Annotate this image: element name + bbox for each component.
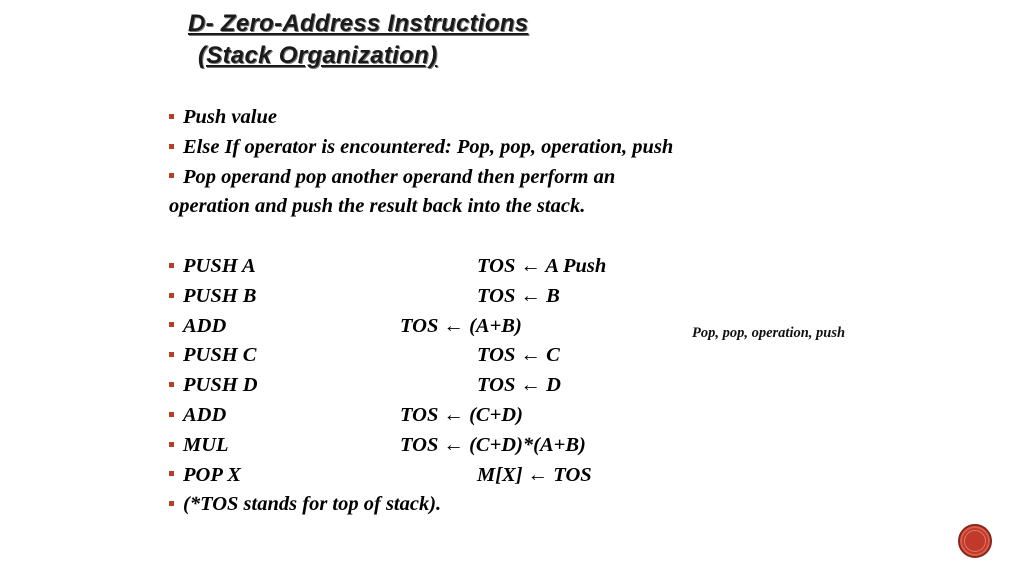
bullet-continuation: [169, 192, 869, 222]
instruction-row: [169, 341, 869, 371]
instruction-row: [169, 401, 869, 431]
instruction-command: ADD: [183, 314, 227, 337]
instruction-row: [169, 461, 869, 491]
title-line-2: (Stack Organization): [198, 42, 438, 69]
bullet-text: Pop operand pop another operand then perform an: [183, 165, 616, 188]
slide-body: [169, 103, 869, 520]
bullet-icon: [169, 382, 174, 387]
instruction-operation: TOS ← (C+D)*(A+B): [400, 433, 586, 456]
instruction-operation: TOS ← A Push: [477, 254, 607, 277]
bullet-icon: [169, 352, 174, 357]
bullet-icon: [169, 114, 174, 119]
instruction-command: PUSH D: [183, 374, 258, 397]
title-line-1: D- Zero-Address Instructions: [188, 10, 529, 37]
bullet-text: Push value: [183, 106, 277, 128]
slide-title: [188, 8, 528, 72]
instruction-command: PUSH A: [183, 254, 256, 277]
instruction-command: ADD: [183, 403, 227, 426]
footnote-text: (*TOS stands for top of stack).: [183, 493, 442, 516]
bullet-item: [169, 103, 869, 133]
slide-nav-circle-icon[interactable]: [958, 524, 992, 558]
instruction-row: [169, 282, 869, 312]
instruction-command: POP X: [183, 463, 241, 486]
bullet-icon: [169, 501, 174, 506]
bullet-icon: [169, 263, 174, 268]
bullet-icon: [169, 322, 174, 327]
bullet-icon: [169, 412, 174, 417]
instruction-operation: TOS ← B: [477, 284, 560, 307]
bullet-item: [169, 133, 869, 163]
bullet-icon: [169, 471, 174, 476]
bullet-icon: [169, 173, 174, 178]
instruction-row: [169, 371, 869, 401]
bullet-item: [169, 490, 869, 520]
instruction-row: [169, 252, 869, 282]
bullet-icon: [169, 144, 174, 149]
bullet-icon: [169, 442, 174, 447]
instruction-command: PUSH B: [183, 284, 257, 307]
spacer: [169, 222, 869, 252]
instruction-operation: TOS ← C: [477, 344, 560, 367]
instruction-row: [169, 431, 869, 461]
bullet-text: Else If operator is encountered: Pop, pop, operation, push: [183, 135, 674, 158]
bullet-text: operation and push the result back into the stack.: [169, 195, 586, 218]
instruction-operation: M[X] ← TOS: [477, 463, 592, 486]
bullet-item: [169, 163, 869, 193]
instruction-command: MUL: [183, 433, 229, 456]
bullet-icon: [169, 293, 174, 298]
instruction-operation: TOS ← D: [477, 374, 561, 397]
instruction-operation: TOS ← (C+D): [400, 403, 523, 426]
side-note: Pop, pop, operation, push: [692, 325, 846, 341]
instruction-operation: TOS ← (A+B): [400, 314, 522, 337]
instruction-command: PUSH C: [183, 344, 257, 367]
